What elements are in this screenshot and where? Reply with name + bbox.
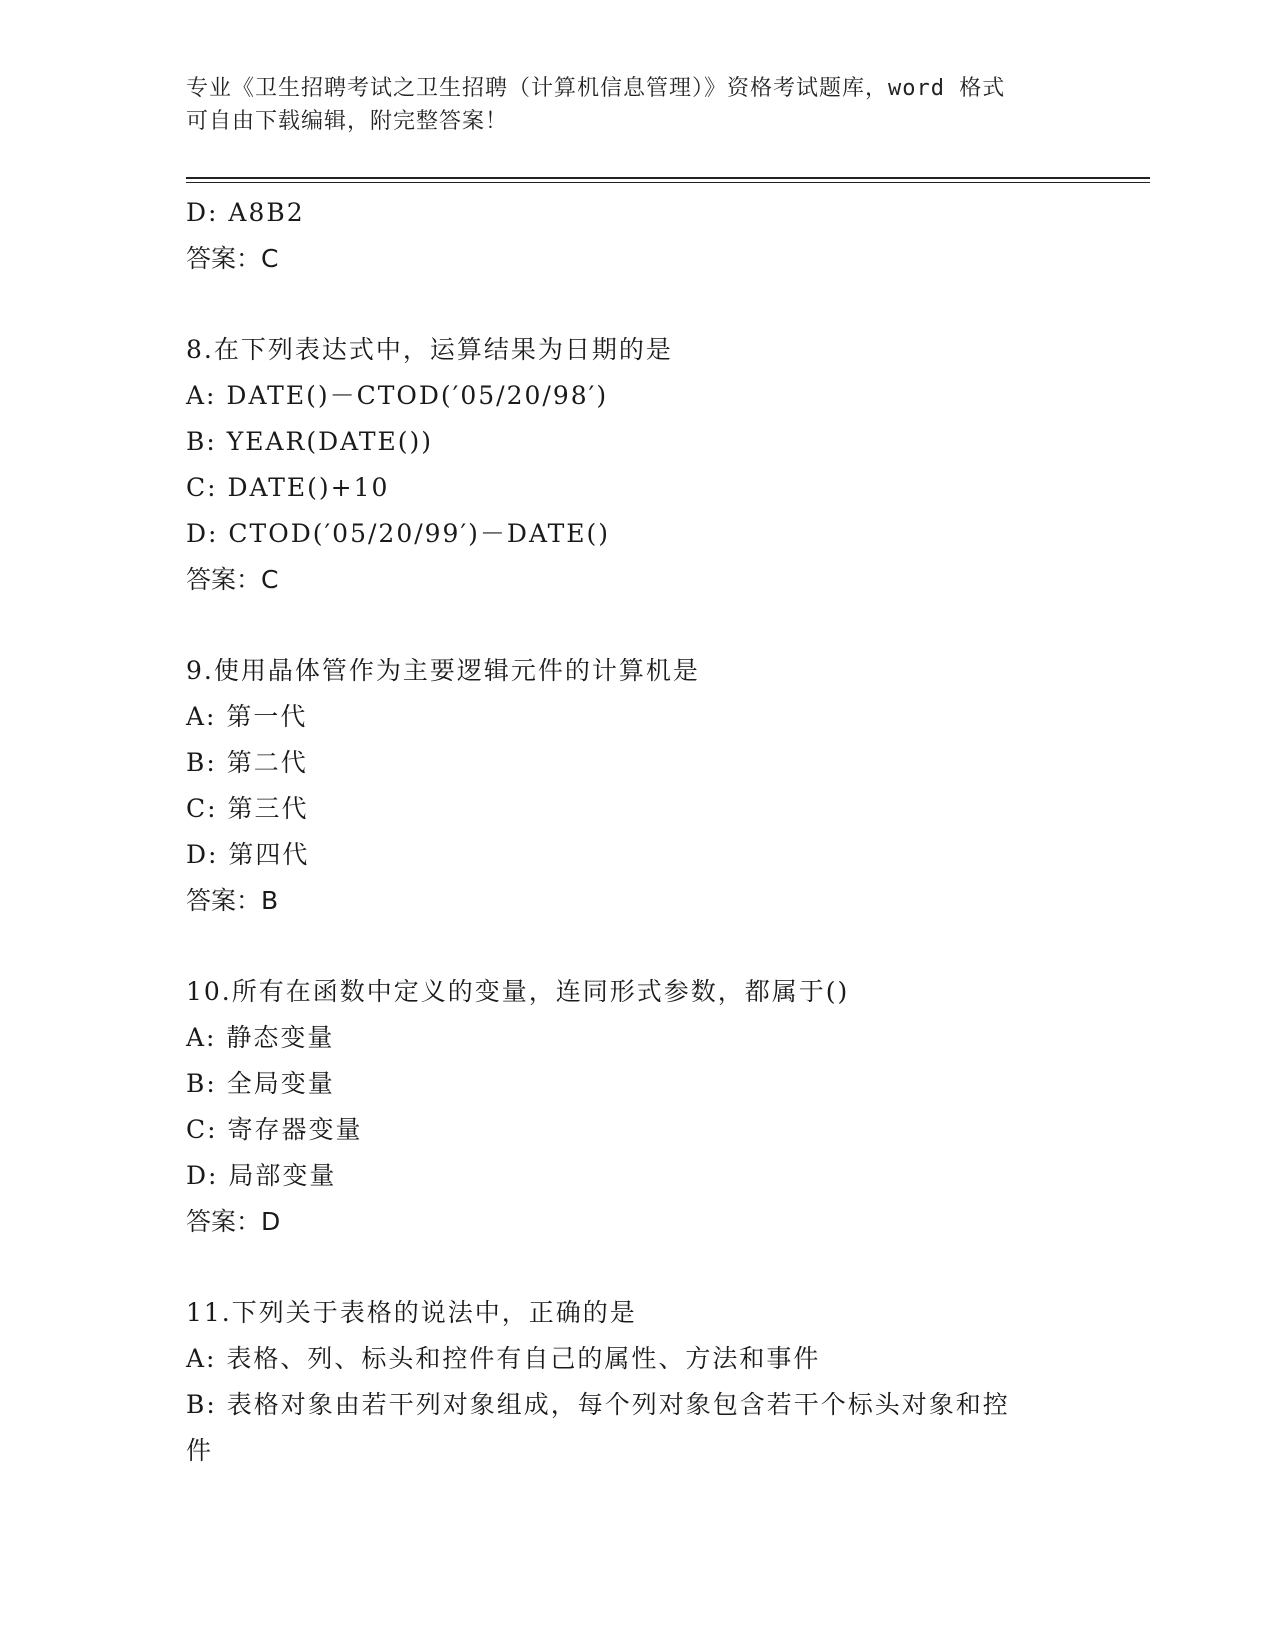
q9-option-d: D: 第四代 (186, 840, 310, 869)
q8-question: 8.在下列表达式中，运算结果为日期的是 (186, 335, 673, 364)
header-title-line-1: 专业《卫生招聘考试之卫生招聘（计算机信息管理）》资格考试题库，word 格式 (186, 76, 1006, 101)
q10-answer: 答案：D (186, 1207, 281, 1236)
q10-option-a: A: 静态变量 (186, 1023, 335, 1052)
q8-answer: 答案：C (186, 565, 279, 594)
q11-option-b-line-1: B: 表格对象由若干列对象组成，每个列对象包含若干个标头对象和控 (186, 1390, 1010, 1419)
q9-option-b: B: 第二代 (186, 748, 308, 777)
q9-option-c: C: 第三代 (186, 794, 309, 823)
q8-option-b: B: YEAR(DATE()) (186, 427, 434, 456)
q11-option-b-line-2: 件 (186, 1436, 214, 1465)
q11-option-a: A: 表格、列、标头和控件有自己的属性、方法和事件 (186, 1344, 821, 1373)
q9-answer: 答案：B (186, 886, 279, 915)
prev-option-d: D: A8B2 (186, 198, 305, 227)
header-rule-thick (186, 177, 1150, 179)
q11-question: 11.下列关于表格的说法中，正确的是 (186, 1298, 637, 1327)
q10-option-b: B: 全局变量 (186, 1069, 335, 1098)
q8-option-d: D: CTOD(′05/20/99′)－DATE() (186, 519, 611, 548)
q10-option-c: C: 寄存器变量 (186, 1115, 363, 1144)
q9-option-a: A: 第一代 (186, 702, 308, 731)
q10-option-d: D: 局部变量 (186, 1161, 337, 1190)
header-rule-thin (186, 182, 1150, 183)
q10-question: 10.所有在函数中定义的变量，连同形式参数，都属于() (186, 977, 850, 1006)
q8-option-a: A: DATE()－CTOD(′05/20/98′) (186, 381, 609, 410)
document-body (186, 190, 1106, 1474)
q8-option-c: C: DATE()+10 (186, 473, 390, 502)
q9-question: 9.使用晶体管作为主要逻辑元件的计算机是 (186, 656, 700, 685)
prev-answer: 答案：C (186, 244, 279, 273)
header-title-line-2: 可自由下载编辑，附完整答案！ (186, 109, 509, 134)
document-header (186, 72, 1086, 138)
